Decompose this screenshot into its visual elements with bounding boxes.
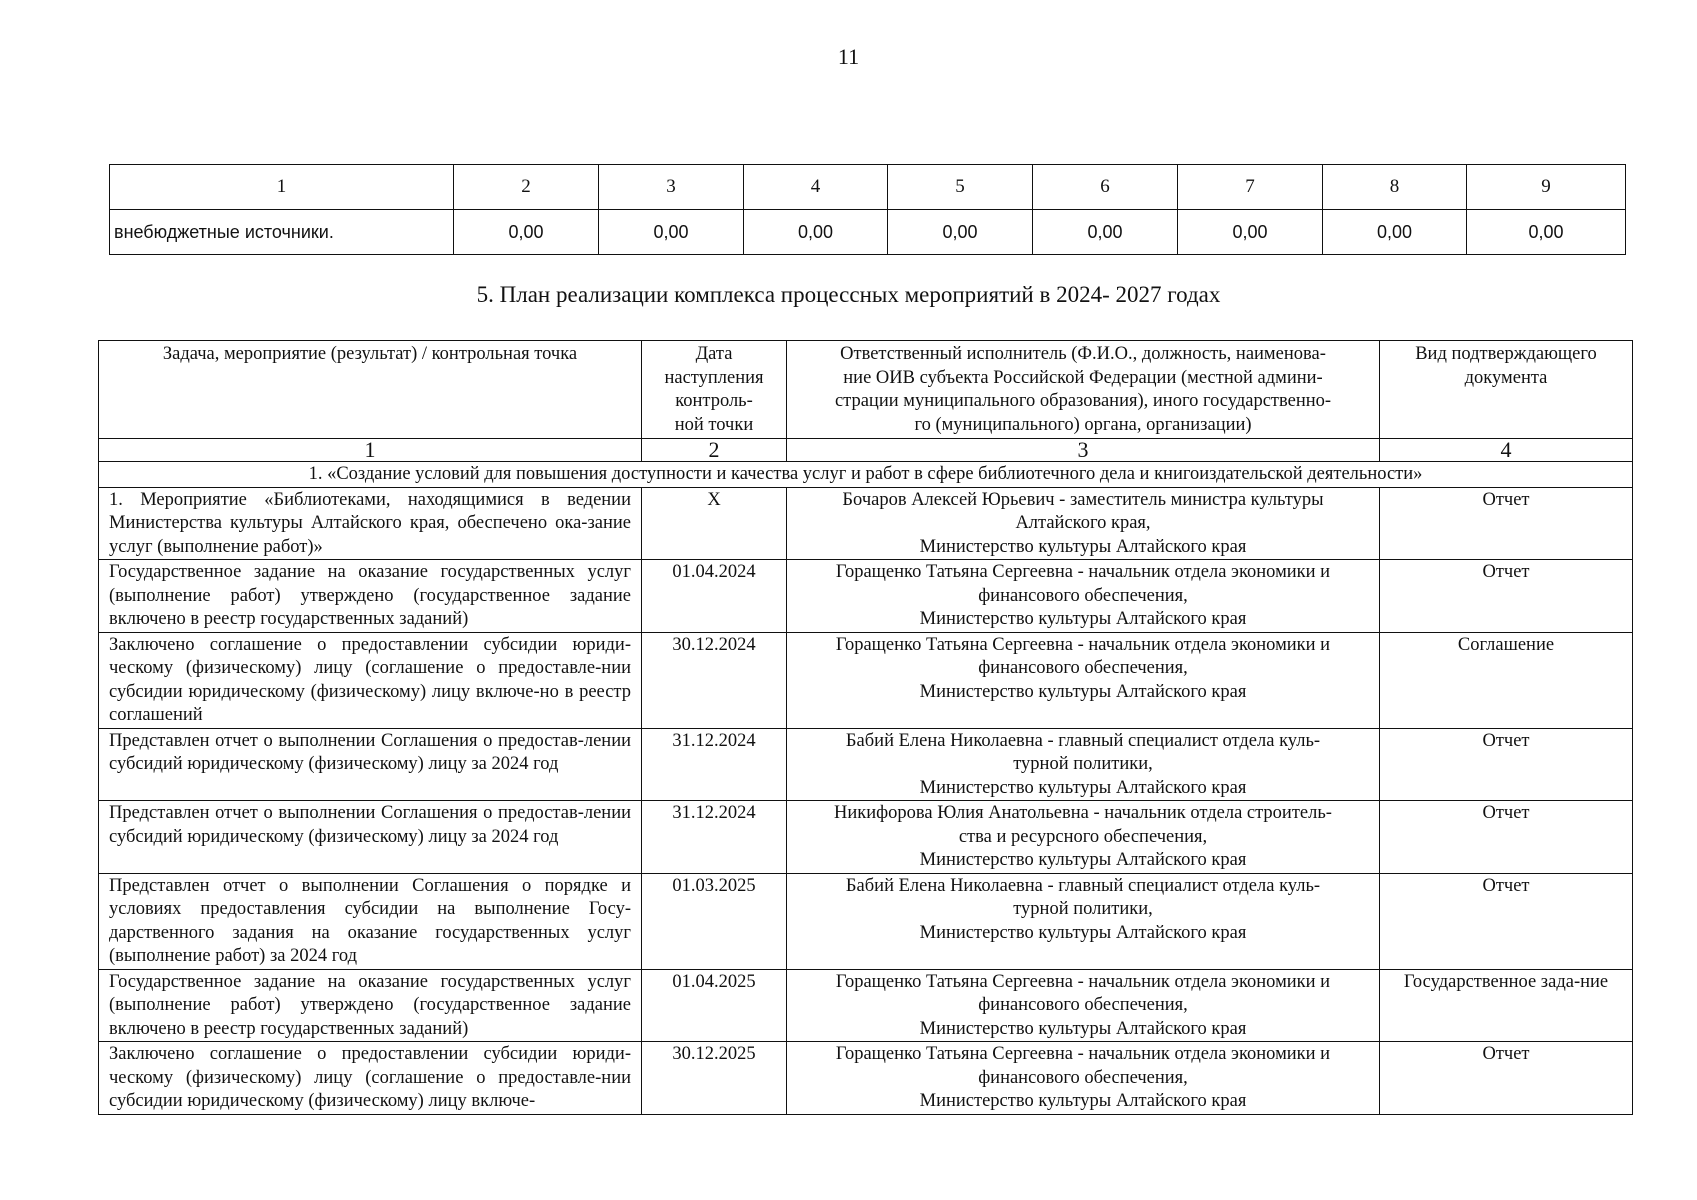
budget-header-cell: 4: [744, 165, 888, 210]
executor-line: финансового обеспечения,: [978, 585, 1188, 606]
section-row-text: 1. «Создание условий для повышения доступности и качества услуг и работ в сфере библиотечного дела и книгоиздательской деятельности»: [99, 462, 1633, 488]
header-task: Задача, мероприятие (результат) / контрольная точка: [99, 341, 642, 439]
document-cell: Отчет: [1380, 487, 1633, 560]
plan-table: [98, 340, 1633, 1115]
task-cell: 1. Мероприятие «Библиотеками, находящимися в ведении Министерства культуры Алтайского края, обеспечено ока-зание услуг (выполнение работ)»: [99, 487, 642, 560]
executor-line: Министерство культуры Алтайского края: [919, 1091, 1247, 1111]
budget-header-cell: 7: [1178, 165, 1323, 210]
document-cell: Отчет: [1380, 560, 1633, 633]
column-number: 3: [787, 439, 1380, 462]
budget-table: [109, 164, 1626, 255]
document-cell: Отчет: [1380, 801, 1633, 874]
header-document: [1380, 341, 1633, 439]
document-cell: Отчет: [1380, 873, 1633, 969]
column-number: 2: [642, 439, 787, 462]
table-row: [99, 560, 1633, 633]
task-cell: Представлен отчет о выполнении Соглашения о предостав-лении субсидий юридическому (физическому) лицу за 2024 год: [99, 801, 642, 874]
budget-header-cell: 8: [1323, 165, 1467, 210]
budget-value-cell: 0,00: [454, 210, 599, 255]
header-executor-line: страции муниципального образования), иного государственно-: [834, 391, 1332, 411]
budget-value-cell: 0,00: [1467, 210, 1626, 255]
budget-header-cell: 1: [110, 165, 454, 210]
executor-cell: [787, 1042, 1380, 1115]
column-number: 1: [99, 439, 642, 462]
executor-line: Горащенко Татьяна Сергеевна - начальник отдела экономики и: [835, 971, 1331, 992]
document-cell: Отчет: [1380, 1042, 1633, 1115]
executor-line: Министерство культуры Алтайского края: [919, 536, 1247, 557]
executor-line: Горащенко Татьяна Сергеевна - начальник отдела экономики и: [835, 634, 1331, 655]
table-row: [99, 801, 1633, 874]
header-document-line: документа: [1464, 367, 1548, 388]
budget-header-cell: 2: [454, 165, 599, 210]
budget-header-cell: 3: [599, 165, 744, 210]
executor-line: Министерство культуры Алтайского края: [919, 1018, 1247, 1039]
header-date-line: Дата: [695, 344, 733, 364]
executor-line: Министерство культуры Алтайского края: [919, 850, 1247, 870]
budget-table-row: [110, 210, 1626, 255]
column-number: 4: [1380, 439, 1633, 462]
budget-header-cell: 6: [1033, 165, 1178, 210]
header-executor: [787, 341, 1380, 439]
document-cell: Государственное зада-ние: [1380, 969, 1633, 1042]
executor-line: турной политики,: [1013, 754, 1153, 774]
column-number-row: [99, 439, 1633, 462]
section-title: 5. План реализации комплекса процессных мероприятий в 2024- 2027 годах: [476, 282, 1221, 307]
budget-row-label: внебюджетные источники.: [110, 210, 454, 255]
executor-cell: [787, 487, 1380, 560]
header-date-line: контроль-: [675, 391, 753, 411]
document-cell: Соглашение: [1380, 632, 1633, 728]
executor-line: финансового обеспечения,: [978, 658, 1188, 678]
budget-value-cell: 0,00: [1323, 210, 1467, 255]
task-cell: Представлен отчет о выполнении Соглашения о порядке и условиях предоставления субсидии на выполнение Госу-дарственного задания на оказание государственных услуг (выполнение работ) за 2024 год: [99, 873, 642, 969]
executor-line: Горащенко Татьяна Сергеевна - начальник отдела экономики и: [835, 1044, 1331, 1064]
executor-line: Бабий Елена Николаевна - главный специалист отдела куль-: [845, 875, 1321, 896]
executor-line: Алтайского края,: [1015, 513, 1151, 533]
executor-cell: [787, 801, 1380, 874]
table-row: [99, 873, 1633, 969]
budget-header-cell: 5: [888, 165, 1033, 210]
budget-value-cell: 0,00: [1033, 210, 1178, 255]
executor-line: Горащенко Татьяна Сергеевна - начальник отдела экономики и: [835, 562, 1331, 582]
table-row: [99, 1042, 1633, 1115]
executor-line: Никифорова Юлия Анатольевна - начальник отдела строитель-: [834, 803, 1332, 823]
table-row: [99, 728, 1633, 801]
header-executor-line: го (муниципального) органа, организации): [914, 414, 1252, 435]
executor-line: Министерство культуры Алтайского края: [919, 609, 1247, 629]
header-date-line: наступления: [664, 367, 764, 388]
executor-line: ства и ресурсного обеспечения,: [958, 826, 1208, 847]
executor-line: Министерство культуры Алтайского края: [919, 681, 1247, 702]
executor-line: финансового обеспечения,: [978, 1067, 1188, 1088]
task-cell: Государственное задание на оказание государственных услуг (выполнение работ) утверждено (государственное задание включено в реестр государственных заданий): [99, 560, 642, 633]
executor-line: Министерство культуры Алтайского края: [919, 922, 1247, 943]
task-cell: Заключено соглашение о предоставлении субсидии юриди-ческому (физическому) лицу (соглашение о предоставле-нии субсидии юридическому (физическому) лицу включе-: [99, 1042, 642, 1115]
header-executor-line: Ответственный исполнитель (Ф.И.О., должность, наименова-: [840, 344, 1326, 364]
budget-header-cell: 9: [1467, 165, 1626, 210]
budget-value-cell: 0,00: [744, 210, 888, 255]
document-cell: Отчет: [1380, 728, 1633, 801]
executor-cell: [787, 728, 1380, 801]
executor-cell: [787, 632, 1380, 728]
executor-cell: [787, 873, 1380, 969]
table-row: [99, 632, 1633, 728]
task-cell: Заключено соглашение о предоставлении субсидии юриди-ческому (физическому) лицу (соглашение о предоставле-нии субсидии юридическому (физическому) лицу включе-но в реестр соглашений: [99, 632, 642, 728]
budget-value-cell: 0,00: [599, 210, 744, 255]
header-document-line: Вид подтверждающего: [1415, 344, 1597, 364]
executor-line: Бочаров Алексей Юрьевич - заместитель министра культуры: [842, 489, 1324, 510]
plan-table-header-row: [99, 341, 1633, 439]
task-cell: Представлен отчет о выполнении Соглашения о предостав-лении субсидий юридическому (физическому) лицу за 2024 год: [99, 728, 642, 801]
section-row: [99, 462, 1633, 488]
date-cell: 01.04.2024: [642, 560, 787, 633]
table-row: [99, 969, 1633, 1042]
budget-value-cell: 0,00: [1178, 210, 1323, 255]
executor-cell: [787, 560, 1380, 633]
budget-value-cell: 0,00: [888, 210, 1033, 255]
date-cell: X: [642, 487, 787, 560]
header-executor-line: ние ОИВ субъекта Российской Федерации (местной админи-: [843, 367, 1323, 388]
page-number: 11: [837, 44, 860, 69]
executor-line: Бабий Елена Николаевна - главный специалист отдела куль-: [845, 730, 1321, 751]
date-cell: 01.04.2025: [642, 969, 787, 1042]
header-date: [642, 341, 787, 439]
executor-line: турной политики,: [1013, 899, 1153, 919]
table-row: [99, 487, 1633, 560]
budget-table-header-row: [110, 165, 1626, 210]
date-cell: 01.03.2025: [642, 873, 787, 969]
executor-cell: [787, 969, 1380, 1042]
date-cell: 31.12.2024: [642, 728, 787, 801]
date-cell: 30.12.2025: [642, 1042, 787, 1115]
task-cell: Государственное задание на оказание государственных услуг (выполнение работ) утверждено (государственное задание включено в реестр государственных заданий): [99, 969, 642, 1042]
date-cell: 30.12.2024: [642, 632, 787, 728]
date-cell: 31.12.2024: [642, 801, 787, 874]
executor-line: финансового обеспечения,: [978, 995, 1188, 1015]
header-date-line: ной точки: [674, 414, 754, 435]
executor-line: Министерство культуры Алтайского края: [919, 777, 1247, 798]
